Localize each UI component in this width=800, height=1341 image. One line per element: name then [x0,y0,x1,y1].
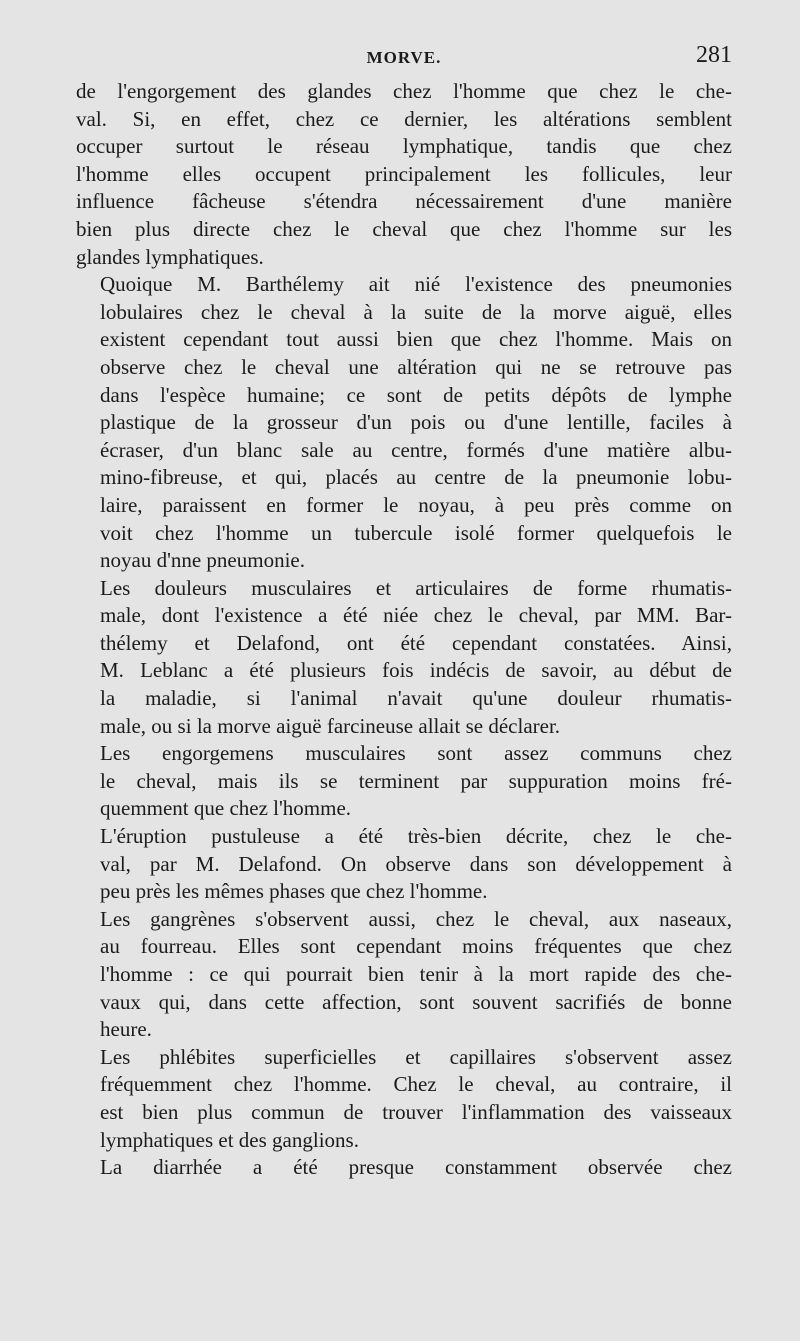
text-line: male, ou si la morve aiguë farcineuse allait se déclarer. [100,713,561,738]
text-line: Les engorgemens musculaires sont assez communs chez [100,741,732,766]
text-line: de l'engorgement des glandes chez l'homme que chez le che- [76,79,732,103]
text-line: l'homme elles occupent principalement les follicules, leur [76,161,732,186]
paragraph [76,271,732,575]
text-line: vaux qui, dans cette affection, sont souvent sacrifiés de bonne [100,989,732,1014]
paragraph [76,906,732,1044]
text-line: lobulaires chez le cheval à la suite de la morve aiguë, elles [100,299,732,324]
paragraph [76,78,732,271]
text-line: heure. [100,1017,152,1042]
body-text [76,78,732,1182]
text-line: lymphatiques et des ganglions. [100,1127,359,1152]
text-line: la maladie, si l'animal n'avait qu'une douleur rhumatis- [100,686,732,711]
text-line: dans l'espèce humaine; ce sont de petits dépôts de lymphe [100,382,732,407]
text-line: occuper surtout le réseau lymphatique, tandis que chez [76,134,732,159]
text-line: le cheval, mais ils se terminent par suppuration moins fré- [100,768,732,793]
text-line: est bien plus commun de trouver l'inflammation des vaisseaux [100,1099,732,1124]
text-line: male, dont l'existence a été niée chez le cheval, par MM. Bar- [100,603,732,628]
text-line: Les gangrènes s'observent aussi, chez le cheval, aux naseaux, [100,906,732,931]
paragraph [76,1154,732,1182]
text-line: écraser, d'un blanc sale au centre, formés d'une matière albu- [100,437,732,462]
text-line: glandes lymphatiques. [76,244,264,269]
running-head: MORVE. [366,48,442,67]
text-line: thélemy et Delafond, ont été cependant constatées. Ainsi, [100,630,732,655]
text-line: noyau d'nne pneumonie. [100,548,305,573]
paragraph [76,823,732,906]
text-line: La diarrhée a été presque constamment observée chez [100,1155,732,1180]
text-line: val, par M. Delafond. On observe dans son développement à [100,851,732,876]
text-line: bien plus directe chez le cheval que chez l'homme sur les [76,216,732,241]
paragraph [76,1044,732,1154]
text-line: val. Si, en effet, chez ce dernier, les altérations semblent [76,106,732,131]
text-line: au fourreau. Elles sont cependant moins fréquentes que chez [100,934,732,959]
paragraph [76,575,732,741]
text-line: mino-fibreuse, et qui, placés au centre de la pneumonie lobu- [100,465,732,490]
text-line: laire, paraissent en former le noyau, à peu près comme on [100,492,732,517]
text-line: influence fâcheuse s'étendra nécessairement d'une manière [76,189,732,214]
text-line: voit chez l'homme un tubercule isolé former quelquefois le [100,520,732,545]
text-line: Quoique M. Barthélemy ait nié l'existence des pneumonies [100,272,732,297]
text-line: plastique de la grosseur d'un pois ou d'une lentille, faciles à [100,410,732,435]
page-header [76,42,732,78]
text-line: existent cependant tout aussi bien que chez l'homme. Mais on [100,327,732,352]
paragraph [76,740,732,823]
text-line: peu près les mêmes phases que chez l'homme. [100,879,488,904]
text-line: observe chez le cheval une altération qui ne se retrouve pas [100,354,732,379]
page-number: 281 [696,42,732,68]
text-line: L'éruption pustuleuse a été très-bien décrite, chez le che- [100,824,732,849]
text-line: Les douleurs musculaires et articulaires de forme rhumatis- [100,575,732,600]
text-line: l'homme : ce qui pourrait bien tenir à la mort rapide des che- [100,962,732,986]
text-line: Les phlébites superficielles et capillaires s'observent assez [100,1044,732,1069]
text-line: M. Leblanc a été plusieurs fois indécis de savoir, au début de [100,658,732,683]
text-line: quemment que chez l'homme. [100,796,352,821]
text-line: fréquemment chez l'homme. Chez le cheval, au contraire, il [100,1072,732,1097]
